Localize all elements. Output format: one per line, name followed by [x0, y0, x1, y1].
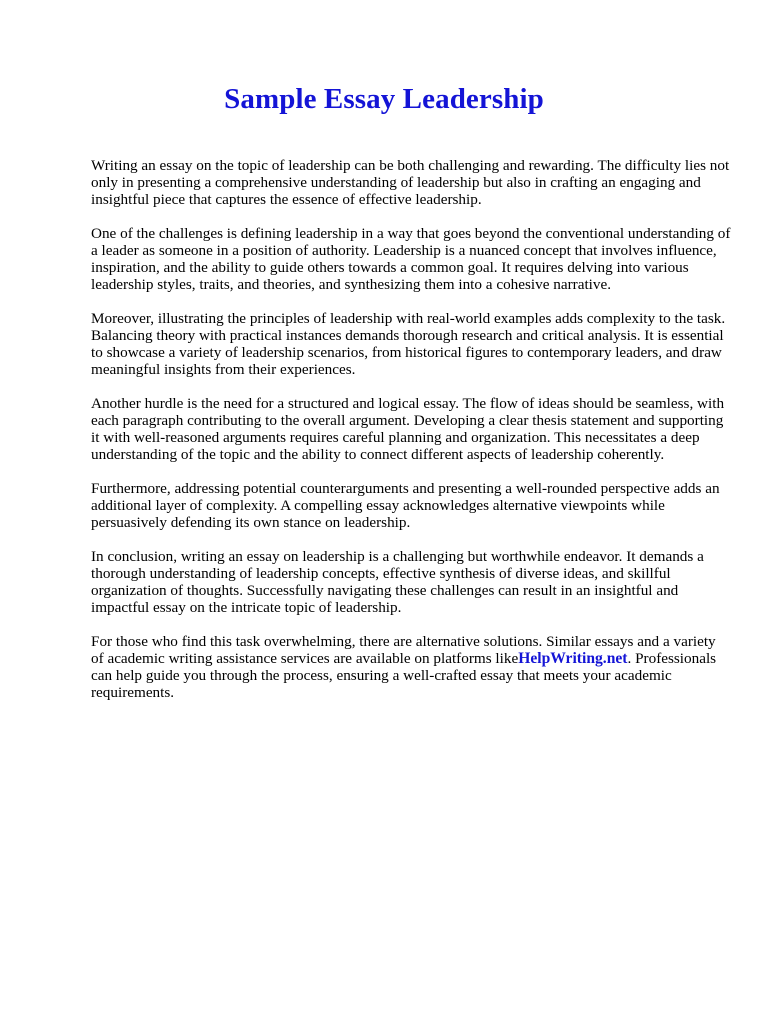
paragraph-intro: Writing an essay on the topic of leadership can be both challenging and rewarding. The difficulty lies not only in presenting a comprehensive understanding of leadership but also in crafting an engaging and insightful piece that captures the essence of effective leadership. — [91, 157, 730, 208]
paragraph-defining-leadership: One of the challenges is defining leadership in a way that goes beyond the conventional understanding of a leader as someone in a position of authority. Leadership is a nuanced concept that involves influence, inspiration, and the ability to guide others towards a common goal. It requires delving into various leadership styles, traits, and theories, and synthesizing them into a cohesive narrative. — [91, 225, 731, 293]
paragraph-alternatives — [91, 633, 731, 701]
paragraph-conclusion: In conclusion, writing an essay on leadership is a challenging but worthwhile endeavor. It demands a thorough understanding of leadership concepts, effective synthesis of diverse ideas, and skillful organization of thoughts. Successfully navigating these challenges can result in an insightful and impactful essay on the intricate topic of leadership. — [91, 548, 704, 616]
paragraph-real-world-examples: Moreover, illustrating the principles of leadership with real-world examples adds complexity to the task. Balancing theory with practical instances demands thorough research and critical analysis. It is essential to showcase a variety of leadership scenarios, from historical figures to contemporary leaders, and draw meaningful insights from their experiences. — [91, 310, 726, 378]
alternatives-text-after-link: . Professionals can help guide you through the process, ensuring a well-crafted essay that meets your academic requirements. — [91, 650, 717, 701]
paragraph-structure: Another hurdle is the need for a structured and logical essay. The flow of ideas should be seamless, with each paragraph contributing to the overall argument. Developing a clear thesis statement and supporting it with well-reasoned arguments requires careful planning and organization. This necessitates a deep understanding of the topic and the ability to connect different aspects of leadership coherently. — [91, 395, 725, 463]
paragraph-counterarguments: Furthermore, addressing potential counterarguments and presenting a well-rounded perspective adds an additional layer of complexity. A compelling essay acknowledges alternative viewpoints while persuasively defending its own stance on leadership. — [91, 480, 720, 531]
alternatives-text-before-link: For those who find this task overwhelming, there are alternative solutions. Similar essays and a variety of academic writing assistance services are available on platforms like — [91, 633, 716, 667]
document-title: Sample Essay Leadership — [224, 83, 544, 115]
helpwriting-link[interactable]: HelpWriting.net — [518, 650, 628, 667]
